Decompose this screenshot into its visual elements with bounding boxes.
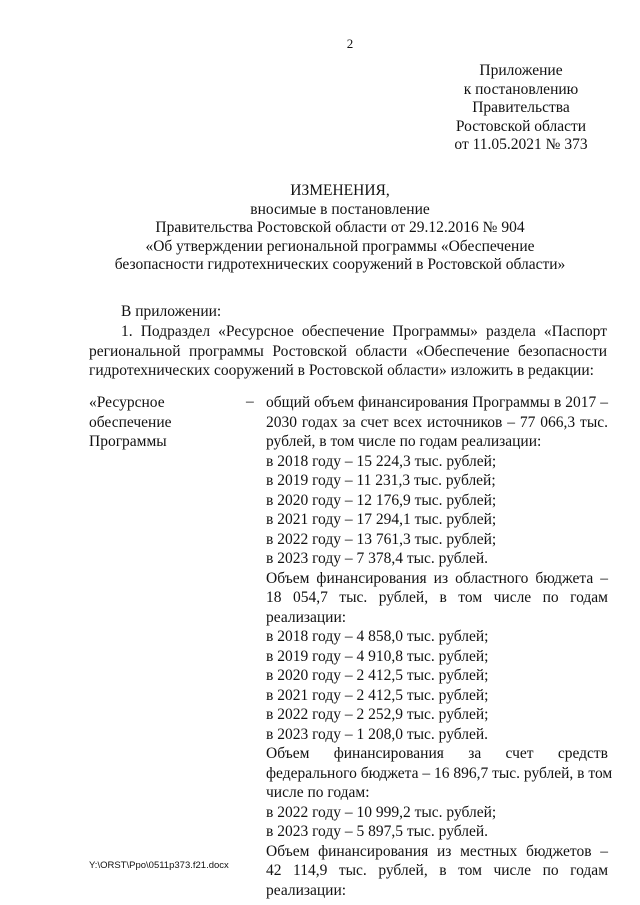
content-line: в 2019 году – 4 910,8 тыс. рублей; (266, 647, 489, 665)
content-line: реализации: (266, 881, 347, 899)
label-line: обеспечение (89, 413, 172, 431)
content-line: в 2020 году – 2 412,5 тыс. рублей; (266, 667, 489, 684)
content-line: реализации: (266, 608, 347, 626)
content-line: федерального бюджета – 16 896,7 тыс. рублей, в том (266, 764, 613, 782)
content-line: в 2021 году – 2 412,5 тыс. рублей; (266, 686, 489, 704)
title-heading: ИЗМЕНЕНИЯ, (290, 182, 390, 199)
appendix-line: Ростовской области (455, 117, 587, 135)
file-path-footer: Y:\ORST\Ppo\0511p373.f21.docx (89, 860, 229, 871)
appendix-block (428, 62, 614, 155)
resource-content (266, 393, 613, 900)
content-line: в 2023 году – 5 897,5 тыс. рублей. (266, 823, 489, 840)
title-line: вносимые в постановление (250, 200, 430, 218)
paragraph-line: 1. Подраздел «Ресурсное обеспечение Программы» раздела «Паспорт (121, 323, 607, 340)
content-line: Объем финансирования из местных бюджетов – (266, 842, 608, 860)
appendix-line: к постановлению (463, 80, 579, 98)
appendix-line: Правительства (472, 99, 570, 116)
separator-dash: – (246, 393, 254, 410)
content-line: рублей, в том числе по годам реализации: (266, 433, 542, 450)
content-line: в 2023 году – 7 378,4 тыс. рублей. (266, 550, 489, 567)
content-line: в 2018 году – 15 224,3 тыс. рублей; (266, 452, 497, 470)
content-line: в 2020 году – 12 176,9 тыс. рублей; (266, 491, 497, 509)
content-line: 42 114,9 тыс. рублей, в том числе по годам (266, 862, 608, 879)
content-line: в 2018 году – 4 858,0 тыс. рублей; (266, 628, 489, 645)
resource-label (89, 393, 172, 452)
page-number: 2 (346, 36, 354, 51)
content-line: числе по годам: (266, 784, 370, 801)
content-line: в 2022 году – 13 761,3 тыс. рублей; (266, 530, 497, 548)
content-line: в 2022 году – 2 252,9 тыс. рублей; (266, 706, 489, 723)
intro-text: В приложении: (121, 303, 222, 320)
appendix-line: от 11.05.2021 № 373 (454, 136, 588, 153)
content-line: в 2021 году – 17 294,1 тыс. рублей; (266, 511, 497, 528)
paragraph-line: гидротехнических сооружений в Ростовской области» изложить в редакции: (89, 362, 594, 379)
label-line: Программы (89, 433, 167, 450)
content-line: Объем финансирования за счет средств (266, 745, 608, 762)
title-line: «Об утверждении региональной программы «Обеспечение (145, 237, 535, 255)
paragraph-line: региональной программы Ростовской области «Обеспечение безопасности (89, 342, 607, 360)
content-line: в 2022 году – 10 999,2 тыс. рублей; (266, 803, 497, 821)
appendix-line: Приложение (479, 62, 563, 79)
title-line: безопасности гидротехнических сооружений в Ростовской области» (114, 256, 566, 273)
content-line: в 2019 году – 11 231,3 тыс. рублей; (266, 472, 496, 489)
title-line: Правительства Ростовской области от 29.12.2016 № 904 (155, 219, 525, 236)
content-line: в 2023 году – 1 208,0 тыс. рублей. (266, 725, 489, 743)
item-1-paragraph (89, 322, 607, 381)
content-line: Объем финансирования из областного бюджета – (266, 569, 608, 587)
content-line: общий объем финансирования Программы в 2017 – (266, 394, 608, 411)
content-line: 2030 годах за счет всех источников – 77 066,3 тыс. (266, 413, 608, 431)
document-title (60, 182, 620, 275)
content-line: 18 054,7 тыс. рублей, в том числе по годам (266, 589, 608, 606)
label-line: «Ресурсное (89, 394, 165, 411)
